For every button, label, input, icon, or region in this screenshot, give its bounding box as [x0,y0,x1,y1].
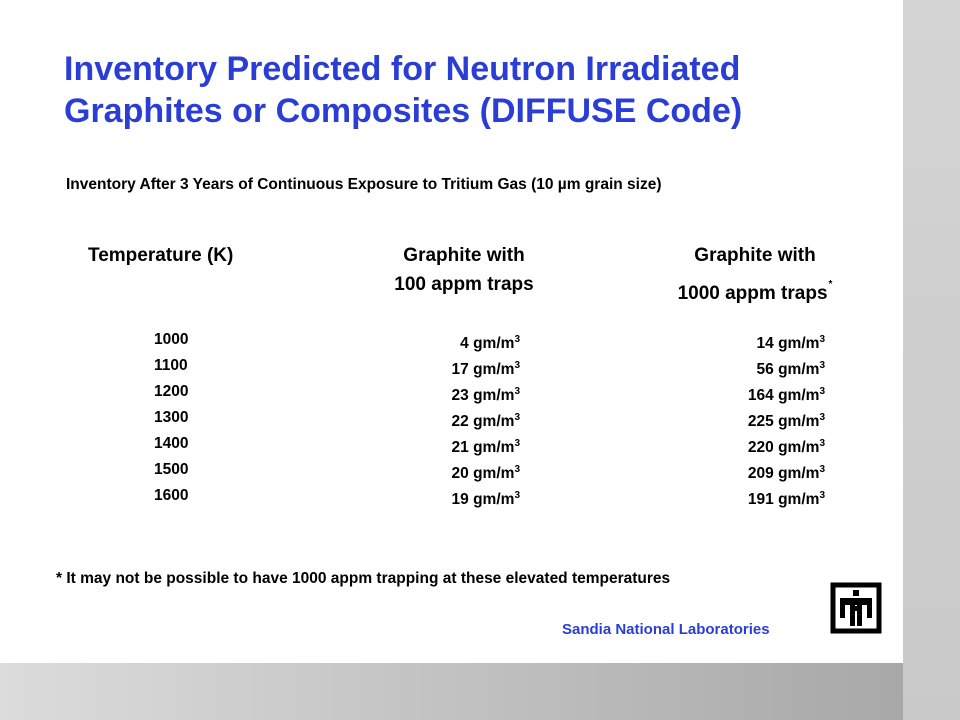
graphite-100-cell-value: 17 [451,361,469,378]
graphite-100-cell-value: 22 [451,413,469,430]
graphite-100-cell-value: 23 [451,387,469,404]
graphite-1000-cell [690,431,825,457]
temperature-cell: 1000 [154,331,189,348]
title-line-2: Graphites or Composites (DIFFUSE Code) [64,92,743,130]
graphite-1000-cell-unit: gm/m [778,413,820,430]
graphite-1000-cell [690,379,825,405]
graphite-100-cell [394,405,520,431]
bottom-decorative-band [0,663,903,720]
graphite-100-cell-unit: gm/m [473,439,515,456]
right-decorative-band [903,0,960,720]
column-header-graphite-1000 [650,241,860,308]
graphite-100-cell-unit-exponent: 3 [514,334,520,345]
graphite-1000-cell [690,327,825,353]
graphite-1000-column [690,327,825,509]
graphite-100-cell-value: 20 [451,465,469,482]
graphite-100-cell [394,353,520,379]
graphite-1000-cell-unit-exponent: 3 [819,334,825,345]
graphite-100-column [394,327,520,509]
column-header-graphite-100-line-1: Graphite with [403,245,525,266]
graphite-1000-cell [690,405,825,431]
graphite-1000-cell-value: 225 [747,413,774,430]
graphite-100-cell-unit-exponent: 3 [514,386,520,397]
graphite-1000-cell-unit-exponent: 3 [819,412,825,423]
sandia-thunderbird-logo-icon [830,582,882,634]
temperature-cell: 1200 [154,383,189,400]
graphite-1000-cell-value: 191 [747,491,774,508]
graphite-100-cell [394,431,520,457]
temperature-cell: 1500 [154,461,189,478]
graphite-100-cell-unit-exponent: 3 [514,464,520,475]
graphite-100-cell-unit: gm/m [473,335,515,352]
graphite-100-cell-unit-exponent: 3 [514,360,520,371]
graphite-100-cell-unit-exponent: 3 [514,490,520,501]
title-line-1: Inventory Predicted for Neutron Irradiated [64,50,741,88]
graphite-1000-cell-unit-exponent: 3 [819,386,825,397]
graphite-100-cell-unit-exponent: 3 [514,412,520,423]
footnote-marker: * [828,279,833,290]
column-header-temperature: Temperature (K) [88,245,234,266]
graphite-1000-cell-value: 164 [747,387,774,404]
graphite-100-cell-unit: gm/m [473,491,515,508]
temperature-cell: 1300 [154,409,189,426]
graphite-1000-cell-value: 220 [747,439,774,456]
graphite-100-cell-unit: gm/m [473,465,515,482]
column-header-graphite-1000-line-1: Graphite with [694,245,816,266]
graphite-1000-cell-unit: gm/m [778,361,820,378]
graphite-100-cell [394,327,520,353]
organization-name: Sandia National Laboratories [562,621,770,638]
slide-subtitle: Inventory After 3 Years of Continuous Exposure to Tritium Gas (10 µm grain size) [66,176,662,193]
graphite-1000-cell-value: 14 [756,335,774,352]
graphite-100-cell [394,457,520,483]
graphite-1000-cell-unit-exponent: 3 [819,490,825,501]
graphite-1000-cell-value: 209 [747,465,774,482]
footnote: * It may not be possible to have 1000 appm trapping at these elevated temperatures [56,570,671,587]
graphite-100-cell-unit: gm/m [473,387,515,404]
graphite-100-cell-unit: gm/m [473,361,515,378]
graphite-1000-cell [690,457,825,483]
temperature-cell: 1600 [154,487,189,504]
graphite-1000-cell-unit-exponent: 3 [819,438,825,449]
column-header-graphite-1000-line-2 [650,270,860,308]
graphite-1000-cell [690,353,825,379]
graphite-100-cell-value: 21 [451,439,469,456]
graphite-1000-cell-unit: gm/m [778,335,820,352]
column-header-graphite-1000-label: 1000 appm traps [677,283,828,304]
graphite-1000-cell-unit: gm/m [778,387,820,404]
graphite-1000-cell-unit: gm/m [778,439,820,456]
graphite-1000-cell [690,483,825,509]
column-header-graphite-100-line-2: 100 appm traps [394,274,534,295]
column-header-graphite-100 [364,241,564,299]
temperature-cell: 1100 [154,357,188,374]
graphite-100-cell-value: 19 [451,491,469,508]
slide-title [64,48,884,132]
graphite-1000-cell-unit: gm/m [778,491,820,508]
graphite-100-cell-unit: gm/m [473,413,515,430]
temperature-column [154,327,188,509]
graphite-1000-cell-unit: gm/m [778,465,820,482]
graphite-100-cell [394,483,520,509]
graphite-100-cell [394,379,520,405]
graphite-1000-cell-value: 56 [756,361,774,378]
graphite-1000-cell-unit-exponent: 3 [819,464,825,475]
temperature-cell: 1400 [154,435,189,452]
graphite-100-cell-unit-exponent: 3 [514,438,520,449]
graphite-1000-cell-unit-exponent: 3 [819,360,825,371]
graphite-100-cell-value: 4 [460,335,469,352]
